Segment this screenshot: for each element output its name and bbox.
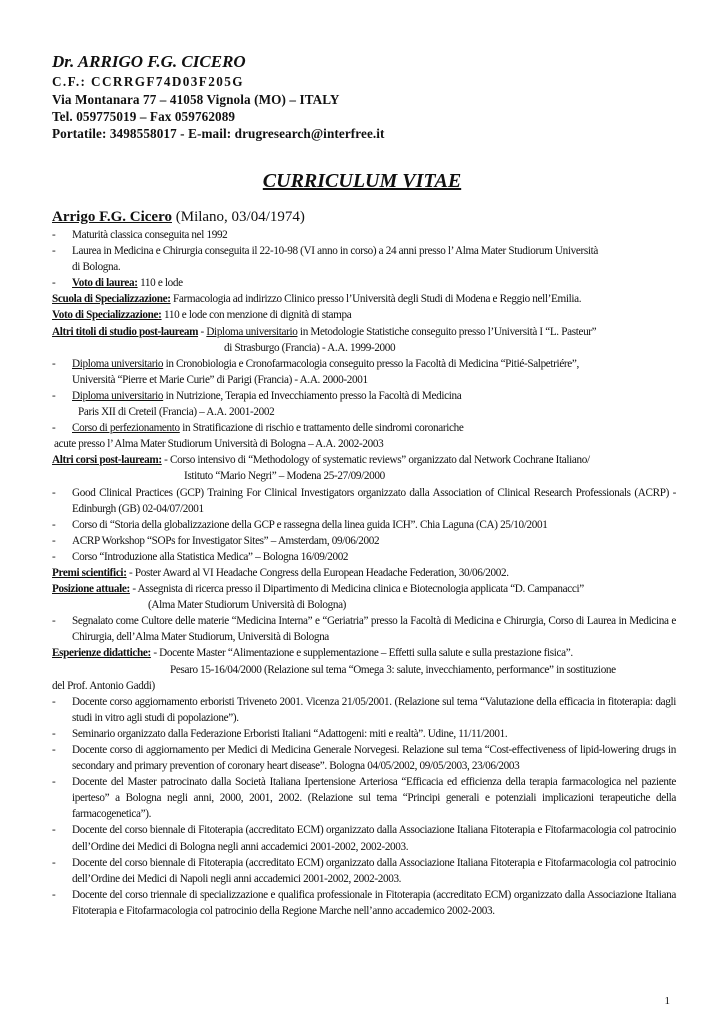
- header-phone-fax: Tel. 059775019 – Fax 059762089: [52, 109, 236, 124]
- posizione-label: Posizione attuale:: [52, 583, 130, 596]
- premi-line: [52, 565, 676, 581]
- esperienze-item: Docente del corso biennale di Fitoterapia (accreditato ECM) organizzato dalla Associazione Italiana Fitoterapia e Fitofarmacologia col patrocinio dell’Ordine dei Medici di Napoli negli anni accademici 2001-2002, 2002-2003.: [72, 856, 676, 885]
- altri-corsi-label: Altri corsi post-lauream:: [52, 454, 162, 467]
- altri-corsi-line: [52, 452, 676, 468]
- cv-body: [52, 207, 676, 919]
- header-mobile-email: Portatile: 3498558017 - E-mail: drugresearch@interfree.it: [52, 126, 385, 141]
- esperienze-item: Docente corso di aggiornamento per Medici di Medicina Generale Norvegesi. Relazione sul tema “Cost-effectiveness of lipid-lowering drugs in secondary and primary prevention of coronary heart disease”. Bologna 04/05/2002, 09/05/2003, 23/06/2003: [72, 744, 676, 773]
- bullet-dash: -: [52, 888, 56, 901]
- list-item: [52, 887, 676, 919]
- diploma-2-label: Diploma universitario: [72, 357, 164, 370]
- education-maturita: Maturità classica conseguita nel 1992: [72, 229, 228, 241]
- esperienze-cont2: del Prof. Antonio Gaddi): [52, 679, 155, 692]
- list-item: [52, 517, 676, 533]
- corso-perfezionamento-cont: acute presso l’ Alma Mater Studiorum Università di Bologna – A.A. 2002-2003: [54, 438, 384, 451]
- posizione-cont: (Alma Mater Studiorum Università di Bologna): [148, 599, 347, 612]
- list-item: [52, 694, 676, 726]
- education-laurea-line1: Laurea in Medicina e Chirurgia conseguita il 22-10-98 (VI anno in corso) a 24 anni presso l’ Alma Mater Studiorum Università: [72, 245, 598, 258]
- bullet-dash: -: [52, 744, 56, 756]
- altri-corsi-text: - Corso intensivo di “Methodology of systematic reviews” organizzato dal Network Cochrane Italiano/: [161, 454, 590, 467]
- bullet-dash: -: [52, 695, 56, 708]
- list-item: [52, 855, 676, 887]
- list-item: [52, 227, 676, 243]
- bullet-dash: -: [52, 229, 56, 241]
- list-item: [52, 485, 676, 517]
- bullet-dash: -: [52, 856, 56, 869]
- list-item: [52, 243, 676, 275]
- bullet-dash: -: [52, 550, 56, 563]
- list-item: [52, 275, 676, 291]
- list-item: [52, 742, 676, 774]
- page-number: 1: [664, 995, 670, 1007]
- header-name: Dr. ARRIGO F.G. CICERO: [52, 52, 246, 71]
- diploma-1-cont: di Strasburgo (Francia) - A.A. 1999-2000: [224, 341, 396, 354]
- bullet-dash: -: [52, 245, 56, 258]
- bullet-dash: -: [52, 357, 56, 370]
- premi-text: - Poster Award al VI Headache Congress della European Headache Federation, 30/06/2002.: [126, 566, 509, 579]
- altri-corsi-item: Corso di “Storia della globalizzazione della GCP e rassegna della linea guida ICH”. Chia Laguna (CA) 25/10/2001: [72, 518, 548, 531]
- diploma-3-label: Diploma universitario: [72, 389, 164, 402]
- list-item: [52, 388, 676, 420]
- esperienze-item: Docente corso aggiornamento erboristi Triveneto 2001. Vicenza 21/05/2001. (Relazione sul tema “Valutazione della efficacia in fitoterapia: dagli studi in vitro agli studi di popolazione”).: [72, 695, 676, 724]
- altri-corsi-item: Good Clinical Practices (GCP) Training For Clinical Investigators organizzato dalla Association of Clinical Research Professionals (ACRP) - Edinburgh (GB) 02-04/07/2001: [72, 486, 676, 515]
- list-item: [52, 549, 676, 565]
- altri-corsi-item: Corso “Introduzione alla Statistica Medica” – Bologna 16/09/2002: [72, 550, 349, 563]
- cv-subheader-name: Arrigo F.G. Cicero: [52, 209, 172, 225]
- document-title: CURRICULUM VITAE: [262, 170, 462, 192]
- diploma-3-cont: Paris XII di Creteil (Francia) – A.A. 2001-2002: [78, 406, 275, 419]
- bullet-dash: -: [52, 389, 56, 402]
- list-item: [52, 356, 676, 388]
- list-item: [52, 420, 676, 436]
- bullet-dash: -: [52, 422, 56, 435]
- diploma-2-text: in Cronobiologia e Cronofarmacologia conseguito presso la Facoltà di Medicina “Pitié-Salpetriére”,: [163, 357, 579, 370]
- esperienze-label: Esperienze didattiche:: [52, 647, 151, 660]
- post-lauream-label: Altri titoli di studio post-lauream: [52, 325, 199, 338]
- posizione-line: [52, 581, 676, 597]
- bullet-dash: -: [52, 534, 56, 547]
- altri-corsi-cont: Istituto “Mario Negri” – Modena 25-27/09/2000: [184, 470, 385, 483]
- esperienze-line: [52, 645, 676, 661]
- bullet-dash: -: [52, 615, 56, 628]
- post-lauream-line: Altri titoli di studio post-lauream - Diploma universitario in Metodologie Statistiche conseguito presso l’Università I “L. Pasteur”: [52, 325, 597, 338]
- list-item: [52, 613, 676, 645]
- esperienze-item: Docente del corso triennale di specializzazione e qualifica professionale in Fitoterapia (accreditato ECM) organizzato dalla Associazione Italiana Fitoterapia e Fitofarmacologia col patrocinio della Regione Marche nell’anno accademico 2002-2003.: [72, 888, 676, 917]
- cv-subheader: [52, 207, 676, 227]
- cv-subheader-birth: (Milano, 03/04/1974): [171, 209, 305, 225]
- header-address: Via Montanara 77 – 41058 Vignola (MO) – ITALY: [52, 92, 340, 107]
- premi-label: Premi scientifici:: [52, 566, 127, 579]
- list-item: [52, 774, 676, 822]
- posizione-text: - Assegnista di ricerca presso il Dipartimento di Medicina clinica e Biotecnologia applicata “D. Campanacci”: [129, 583, 584, 596]
- posizione-item: Segnalato come Cultore delle materie “Medicina Interna” e “Geriatria” presso la Facoltà di Medicina e Chirurgia, Corso di Laurea in Medicina e Chirurgia, dell’Alma Mater Studiorum, Università di Bologna: [72, 615, 676, 644]
- list-item: [52, 533, 676, 549]
- specializzazione-text: Farmacologia ad indirizzo Clinico presso l’Università degli Studi di Modena e Reggio nell’Emilia.: [170, 293, 582, 306]
- bullet-dash: -: [52, 824, 56, 837]
- esperienze-item: Docente del Master patrocinato dalla Società Italiana Ipertensione Arteriosa “Efficacia ed efficienza della terapia farmacologica nel paziente iperteso” a Bologna negli anni, 2000, 2001, 2002. (Relazione sul tema “Principi generali e potenziali implicazioni terapeutiche della farmacogenetica”).: [72, 776, 676, 821]
- education-laurea-line2: di Bologna.: [72, 261, 121, 274]
- esperienze-text: - Docente Master “Alimentazione e supplementazione – Effetti sulla salute e sulla prestazione fisica”.: [150, 647, 573, 660]
- diploma-1-label: Diploma universitario: [206, 325, 298, 338]
- esperienze-item: Docente del corso biennale di Fitoterapia (accreditato ECM) organizzato dalla Associazione Italiana Fitoterapia e Fitofarmacologia col patrocinio dell’Ordine dei Medici di Bologna negli anni accademici 2001-2002, 2002-2003.: [72, 824, 676, 853]
- bullet-dash: -: [52, 727, 56, 740]
- bullet-dash: -: [52, 776, 56, 789]
- header-fiscal-code: C.F.: CCRRGF74D03F205G: [52, 74, 244, 89]
- voto-specializzazione-label: Voto di Specializzazione:: [52, 309, 162, 322]
- diploma-3-text: in Nutrizione, Terapia ed Invecchiamento presso la Facoltà di Medicina: [163, 389, 462, 402]
- esperienze-item: Seminario organizzato dalla Federazione Erboristi Italiani “Adattogeni: miti e realtà”. Udine, 11/11/2001.: [72, 727, 508, 740]
- specializzazione-line: [52, 291, 676, 307]
- bullet-dash: -: [52, 518, 56, 531]
- specializzazione-label: Scuola di Specializzazione:: [52, 293, 171, 306]
- voto-specializzazione-line: [52, 307, 676, 323]
- diploma-1-text: in Metodologie Statistiche conseguito presso l’Università I “L. Pasteur”: [297, 325, 597, 338]
- bullet-dash: -: [52, 486, 56, 499]
- voto-laurea-label: Voto di laurea:: [72, 277, 138, 290]
- diploma-2-cont: Università “Pierre et Marie Curie” di Parigi (Francia) - A.A. 2000-2001: [72, 373, 368, 386]
- altri-corsi-item: ACRP Workshop “SOPs for Investigator Sites” – Amsterdam, 09/06/2002: [72, 534, 380, 547]
- bullet-dash: -: [52, 277, 56, 290]
- esperienze-cont1: Pesaro 15-16/04/2000 (Relazione sul tema “Omega 3: salute, invecchiamento, performance” in sostituzione: [170, 663, 616, 676]
- voto-laurea-value: 110 e lode: [137, 277, 183, 290]
- corso-perfezionamento-text: in Stratificazione di rischio e trattamento delle sindromi coronariche: [179, 422, 464, 435]
- voto-specializzazione-text: 110 e lode con menzione di dignità di stampa: [161, 309, 352, 322]
- list-item: [52, 822, 676, 854]
- list-item: [52, 726, 676, 742]
- corso-perfezionamento-label: Corso di perfezionamento: [72, 422, 180, 435]
